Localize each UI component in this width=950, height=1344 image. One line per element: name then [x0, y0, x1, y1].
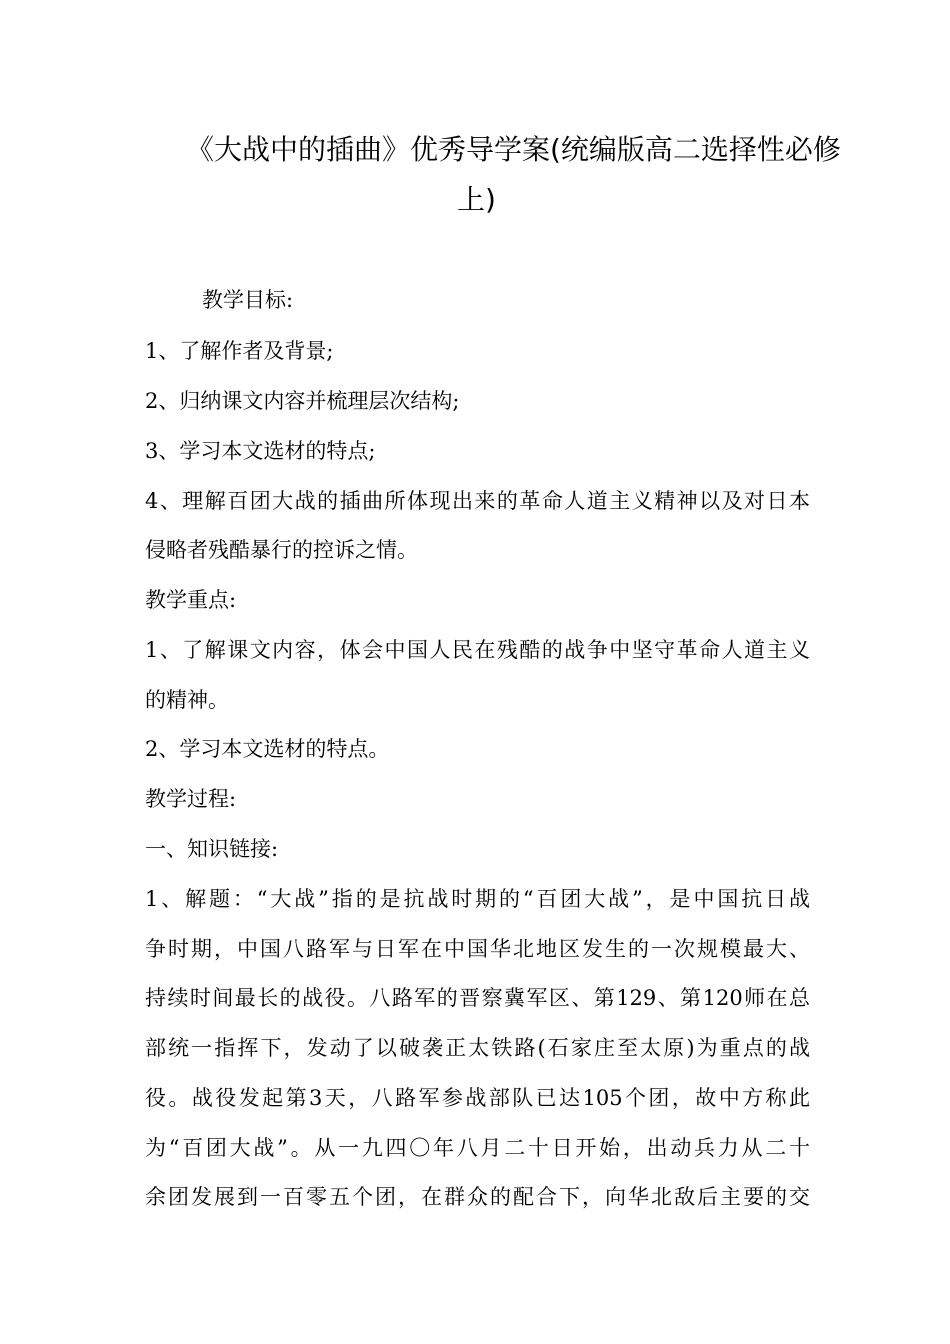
focus-item-2: 2、学习本文选材的特点。: [145, 737, 390, 761]
goal-item-2: 2、归纳课文内容并梳理层次结构;: [145, 389, 460, 413]
paragraph-line-1: 1、解题：“大战”指的是抗战时期的“百团大战”，是中国抗日战: [145, 887, 810, 911]
goal-item-3: 3、学习本文选材的特点;: [145, 439, 376, 463]
goal-item-4-line-2: 侵略者残酷暴行的控诉之情。: [145, 538, 418, 562]
document-title-line-2: 上): [457, 183, 496, 216]
heading-teaching-process: 教学过程:: [145, 787, 237, 811]
paragraph-line-4: 部统一指挥下，发动了以破袭正太铁路(石家庄至太原)为重点的战: [145, 1036, 810, 1060]
focus-item-1-line-2: 的精神。: [145, 688, 229, 712]
goal-item-4-line-1: 4、理解百团大战的插曲所体现出来的革命人道主义精神以及对日本: [145, 489, 810, 513]
paragraph-line-7: 余团发展到一百零五个团，在群众的配合下，向华北敌后主要的交: [145, 1185, 810, 1209]
paragraph-line-3: 持续时间最长的战役。八路军的晋察冀军区、第129、第120师在总: [145, 986, 810, 1010]
paragraph-line-5: 役。战役发起第3天，八路军参战部队已达105个团，故中方称此: [145, 1086, 810, 1110]
heading-teaching-goals: 教学目标:: [202, 288, 294, 312]
section-knowledge-link: 一、知识链接:: [145, 837, 279, 861]
paragraph-line-2: 争时期，中国八路军与日军在中国华北地区发生的一次规模最大、: [145, 937, 810, 961]
goal-item-1: 1、了解作者及背景;: [145, 339, 334, 363]
heading-teaching-focus: 教学重点:: [145, 588, 237, 612]
paragraph-line-6: 为“百团大战”。从一九四〇年八月二十日开始，出动兵力从二十: [145, 1136, 810, 1160]
focus-item-1-line-1: 1、了解课文内容，体会中国人民在残酷的战争中坚守革命人道主义: [145, 638, 810, 662]
document-title-line-1: 《大战中的插曲》优秀导学案(统编版高二选择性必修: [186, 133, 841, 166]
